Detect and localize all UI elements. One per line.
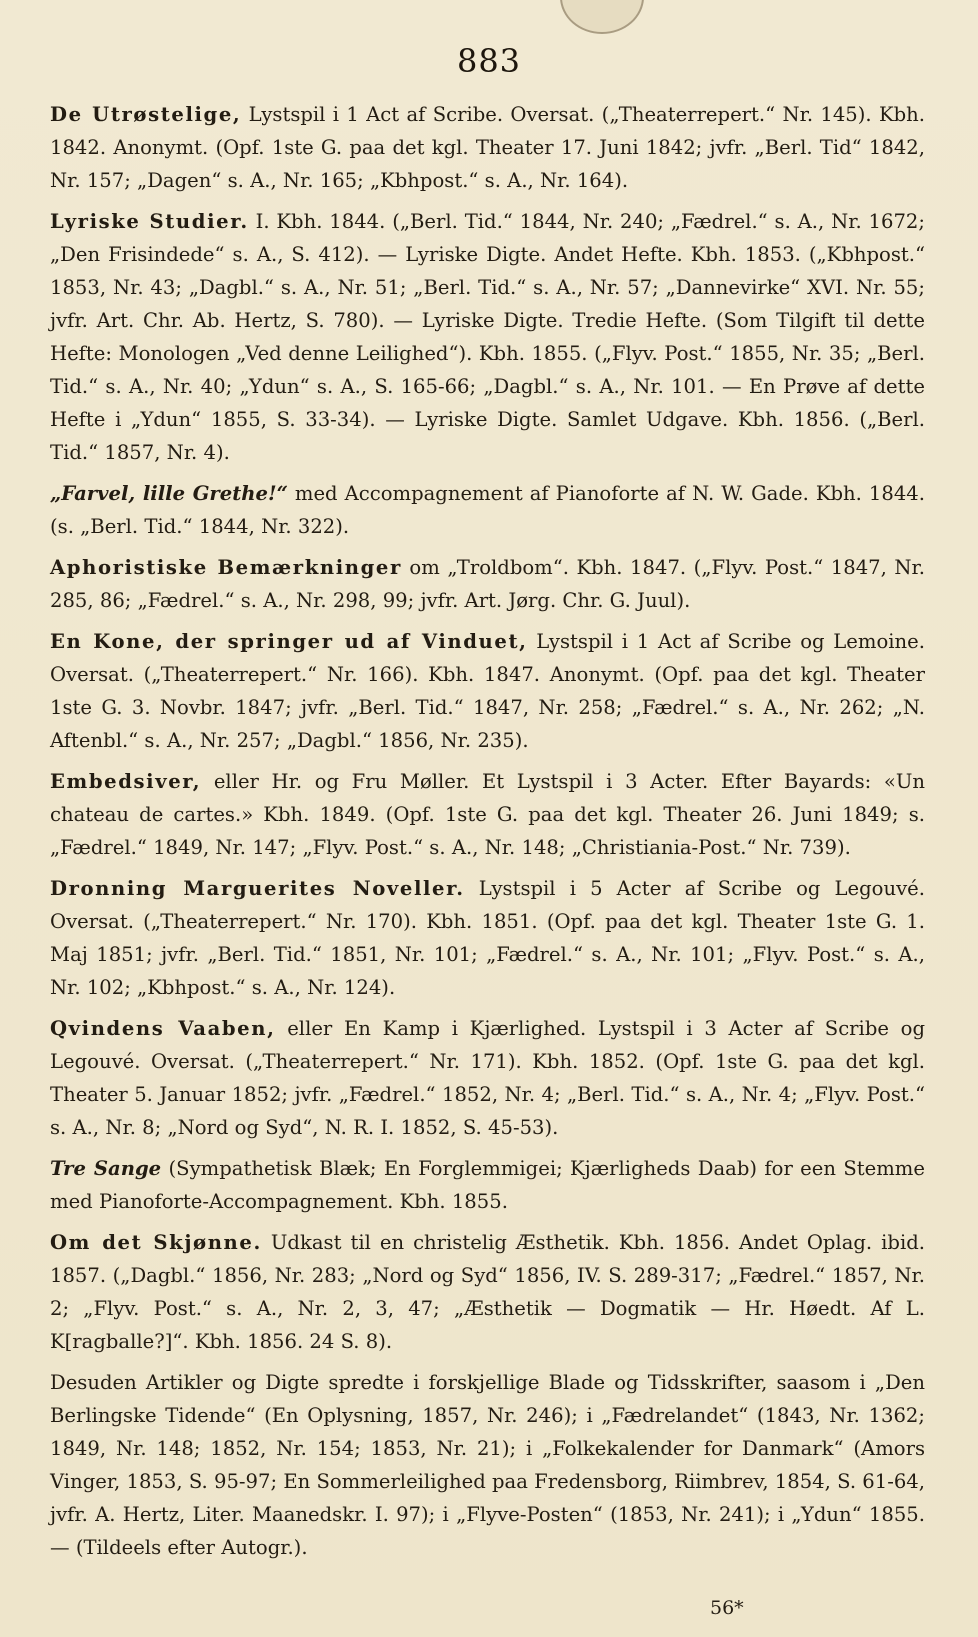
entry-text: Lystspil i 5 Acter af Scribe og Legouvé. Oversat. („Theaterrepert.“ Nr. 170). Kbh. 1851. (Opf. paa det kgl. Theater 1ste G. 1. Maj 1851; jvfr. „Berl. Tid.“ 1851, Nr. 101; „Fædrel.“ s. A., Nr. 101; „Flyv. Post.“ s. A., Nr. 102; „Kbhpost.“ s. A., Nr. 124). [50,877,925,999]
entry-title: Dronning Marguerites Noveller. [50,877,465,900]
entry-text: Lystspil i 1 Act af Scribe. Oversat. („Theaterrepert.“ Nr. 145). Kbh. 1842. Anonymt. (Opf. 1ste G. paa det kgl. Theater 17. Juni 1842; jvfr. „Berl. Tid“ 1842, Nr. 157; „Dagen“ s. A., Nr. 165; „Kbhpost.“ s. A., Nr. 164). [50,103,925,192]
entry-dronning-marguerites [50,872,925,1004]
entry-title: „Farvel, lille Grethe!“ [50,482,288,505]
entry-tre-sange [50,1152,925,1218]
entry-text: Artikler og Digte spredte i forskjellige Blade og Tidsskrifter, saasom i „Den Berlingske Tidende“ (En Oplysning, 1857, Nr. 246); i „Fædrelandet“ (1843, Nr. 1362; 1849, Nr. 148; 1852, Nr. 154; 1853, Nr. 21); i „Folkekalender for Danmark“ (Amors Vinger, 1853, S. 95-97; En Sommerleilighed paa Fredensborg, Riimbrev, 1854, S. 61-64, jvfr. A. Hertz, Liter. Maanedskr. I. 97); i „Flyve-Posten“ (1853, Nr. 241); i „Ydun“ 1855. — (Tildeels efter Autogr.). [50,1371,926,1559]
entry-embedsiver [50,765,925,864]
entry-aphoristiske [50,551,925,617]
entry-title: Embedsiver, [50,770,202,793]
entry-title: Aphoristiske Bemærkninger [50,556,402,579]
entry-qvindens-vaaben [50,1012,925,1144]
entry-farvel-lille-grethe [50,477,925,543]
entry-text: om „Troldbom“. Kbh. 1847. („Flyv. Post.“ 1847, Nr. 285, 86; „Fædrel.“ s. A., Nr. 298, 99; jvfr. Art. Jørg. Chr. G. Juul). [50,556,925,612]
entry-text: Lystspil i 1 Act af Scribe og Lemoine. Oversat. („Theaterrepert.“ Nr. 166). Kbh. 1847. Anonymt. (Opf. paa det kgl. Theater 1ste G. 3. Novbr. 1847; jvfr. „Berl. Tid.“ 1847, Nr. 258; „Fædrel.“ s. A., Nr. 262; „N. Aftenbl.“ s. A., Nr. 257; „Dagbl.“ 1856, Nr. 235). [50,630,925,752]
entry-desuden [50,1366,925,1564]
bibliography-entries [50,98,925,1572]
entry-title: En Kone, der springer ud af Vinduet, [50,630,528,653]
entry-en-kone [50,625,925,757]
entry-title: Lyriske Studier. [50,210,249,233]
entry-title: Tre Sange [50,1157,162,1180]
page-edge-notch [560,0,644,34]
page-number: 883 [456,42,522,80]
signature-mark: 56* [710,1597,744,1619]
entry-text: eller Hr. og Fru Møller. Et Lystspil i 3 Acter. Efter Bayards: «Un chateau de cartes.» Kbh. 1849. (Opf. 1ste G. paa det kgl. Theater 26. Juni 1849; s. „Fædrel.“ 1849, Nr. 147; „Flyv. Post.“ s. A., Nr. 148; „Christiania-Post.“ Nr. 739). [50,770,926,859]
entry-text: Udkast til en christelig Æsthetik. Kbh. 1856. Andet Oplag. ibid. 1857. („Dagbl.“ 1856, Nr. 283; „Nord og Syd“ 1856, IV. S. 289-317; „Fædrel.“ 1857, Nr. 2; „Flyv. Post.“ s. A., Nr. 2, 3, 47; „Æsthetik — Dogmatik — Hr. Høedt. Af L. K[ragballe?]“. Kbh. 1856. 24 S. 8). [50,1231,926,1353]
entry-title: Om det Skjønne. [50,1231,262,1254]
entry-text: eller En Kamp i Kjærlighed. Lystspil i 3 Acter af Scribe og Legouvé. Oversat. („Theaterrepert.“ Nr. 171). Kbh. 1852. (Opf. 1ste G. paa det kgl. Theater 5. Januar 1852; jvfr. „Fædrel.“ 1852, Nr. 4; „Berl. Tid.“ s. A., Nr. 4; „Flyv. Post.“ s. A., Nr. 8; „Nord og Syd“, N. R. I. 1852, S. 45-53). [50,1017,925,1139]
entry-om-det-skjonne [50,1226,925,1358]
entry-lyriske-studier [50,205,925,469]
entry-de-utrostelige [50,98,925,197]
entry-title: De Utrøstelige, [50,103,242,126]
entry-text: I. Kbh. 1844. („Berl. Tid.“ 1844, Nr. 240; „Fædrel.“ s. A., Nr. 1672; „Den Frisindede“ s. A., S. 412). — Lyriske Digte. Andet Hefte. Kbh. 1853. („Kbhpost.“ 1853, Nr. 43; „Dagbl.“ s. A., Nr. 51; „Berl. Tid.“ s. A., Nr. 57; „Dannevirke“ XVI. Nr. 55; jvfr. Art. Chr. Ab. Hertz, S. 780). — Lyriske Digte. Tredie Hefte. (Som Tilgift til dette Hefte: Monologen „Ved denne Leilighed“). Kbh. 1855. („Flyv. Post.“ 1855, Nr. 35; „Berl. Tid.“ s. A., Nr. 40; „Ydun“ s. A., S. 165-66; „Dagbl.“ s. A., Nr. 101. — En Prøve af dette Hefte i „Ydun“ 1855, S. 33-34). — Lyriske Digte. Samlet Udgave. Kbh. 1856. („Berl. Tid.“ 1857, Nr. 4). [50,210,925,464]
entry-text: (Sympathetisk Blæk; En Forglemmigei; Kjærligheds Daab) for een Stemme med Pianoforte-Accompagnement. Kbh. 1855. [50,1157,925,1213]
entry-text: med Accompagnement af Pianoforte af N. W. Gade. Kbh. 1844. (s. „Berl. Tid.“ 1844, Nr. 322). [50,482,925,538]
entry-title: Desuden [50,1371,137,1394]
entry-title: Qvindens Vaaben, [50,1017,276,1040]
